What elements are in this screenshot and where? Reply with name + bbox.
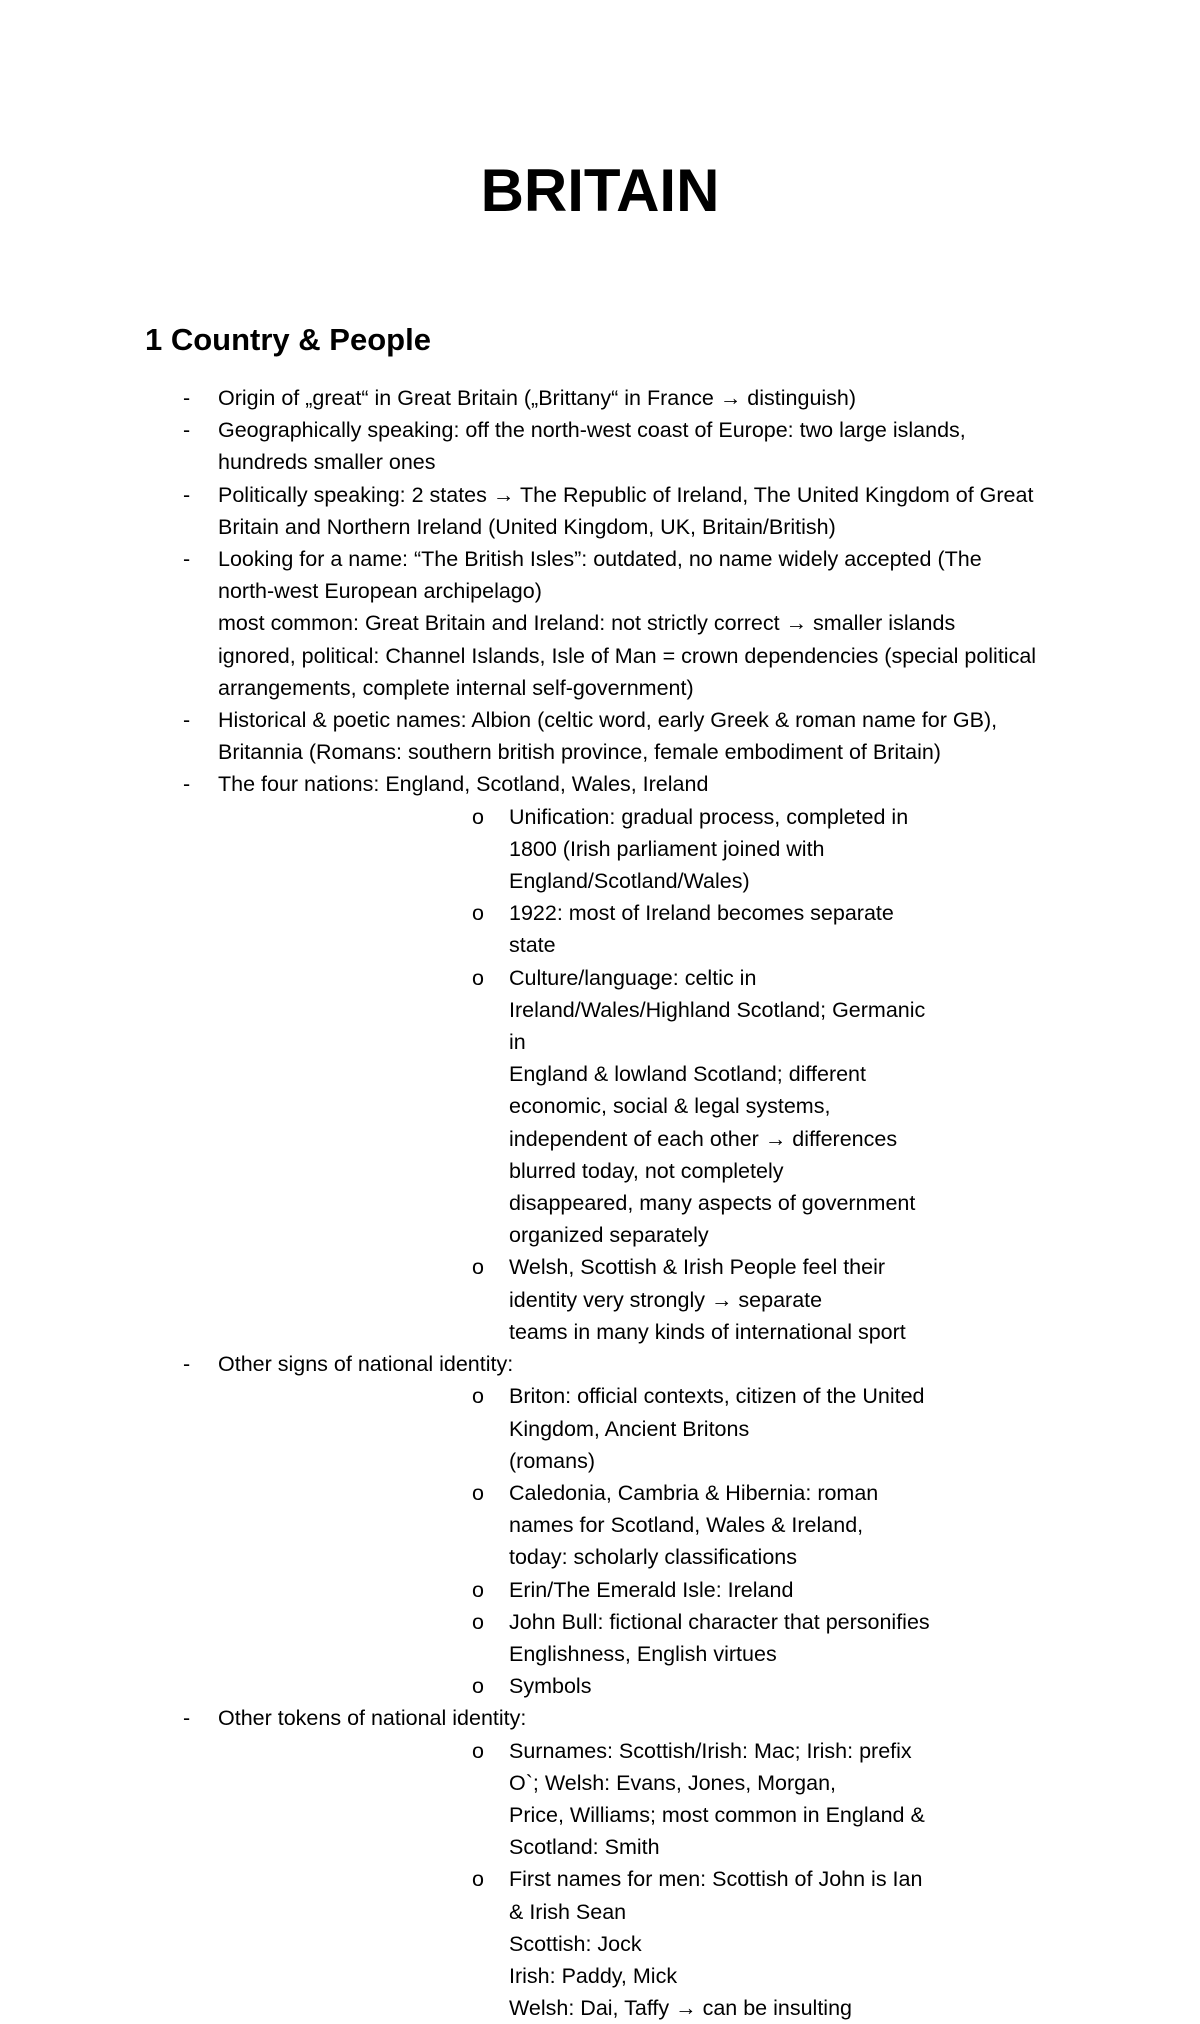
list-item xyxy=(0,1702,1200,2024)
sub-list-item-text: England & lowland Scotland; different economic, social & legal systems, xyxy=(509,1062,866,1119)
sub-list-item-text: Price, Williams; most common in England & Scotland: Smith xyxy=(509,1802,925,1860)
section-heading: 1 Country & People xyxy=(145,322,431,357)
sub-list-item-text: England/Scotland/Wales) xyxy=(509,869,750,894)
dash-bullet: - xyxy=(183,772,191,797)
list-item-text: The four nations: England, Scotland, Wales, Ireland xyxy=(218,772,709,797)
sub-list-item-text: Unification: gradual process, completed in 1800 (Irish parliament joined with xyxy=(509,804,909,861)
list-item xyxy=(0,382,1200,414)
sub-list-item xyxy=(218,1606,1065,1670)
list-item-text: hundreds smaller ones xyxy=(218,450,436,475)
circle-bullet: o xyxy=(472,965,484,990)
list-item-text: Historical & poetic names: Albion (celtic word, early Greek & roman name for GB), xyxy=(218,708,998,733)
list-item-text: arrangements, complete internal self-government) xyxy=(218,675,694,700)
bullet-list xyxy=(0,382,1200,2024)
sub-list-item-text: 1922: most of Ireland becomes separate state xyxy=(509,901,894,958)
sub-list-item xyxy=(218,1574,1065,1606)
dash-bullet: - xyxy=(183,1352,191,1377)
sub-list-item-text: teams in many kinds of international sport xyxy=(509,1319,906,1344)
sub-list-item xyxy=(218,801,1065,898)
sub-list-item xyxy=(218,1380,1065,1477)
sub-list-item xyxy=(218,1863,1065,2024)
list-item xyxy=(0,768,1200,1348)
sub-list-item-text: disappeared, many aspects of government organized separately xyxy=(509,1191,916,1248)
dash-bullet: - xyxy=(183,547,191,572)
list-item-text: ignored, political: Channel Islands, Isle of Man = crown dependencies (special political xyxy=(218,643,1037,668)
dash-bullet: - xyxy=(183,708,191,733)
sub-list-item-text: Caledonia, Cambria & Hibernia: roman names for Scotland, Wales & Ireland, xyxy=(509,1480,879,1538)
list-item xyxy=(0,479,1200,543)
circle-bullet: o xyxy=(472,1384,484,1409)
sub-list-item xyxy=(218,1477,1065,1574)
list-item xyxy=(0,1348,1200,1702)
sub-list-item-text: Scottish: Jock xyxy=(509,1931,642,1956)
sub-list-item-text: Symbols xyxy=(509,1674,592,1699)
sub-list-item xyxy=(218,1251,1065,1348)
list-item-text: Politically speaking: 2 states → The Republic of Ireland, The United Kingdom of Great xyxy=(218,482,1034,507)
list-item-text: Britain and Northern Ireland (United Kingdom, UK, Britain/British) xyxy=(218,514,836,539)
circle-bullet: o xyxy=(472,1867,484,1892)
sub-list-item-text: (romans) xyxy=(509,1448,596,1473)
circle-bullet: o xyxy=(472,1609,484,1634)
dash-bullet: - xyxy=(183,482,191,507)
sub-list-item-text: Culture/language: celtic in Ireland/Wales/Highland Scotland; Germanic in xyxy=(509,965,926,1055)
dash-bullet: - xyxy=(183,418,191,443)
sub-list xyxy=(218,1735,1065,2024)
list-item-text: north-west European archipelago) xyxy=(218,579,542,604)
dash-bullet: - xyxy=(183,386,191,410)
sub-list-item xyxy=(218,897,1065,961)
list-item-text: Geographically speaking: off the north-west coast of Europe: two large islands, xyxy=(218,418,966,443)
sub-list-item-text: John Bull: fictional character that personifies Englishness, English virtues xyxy=(509,1609,930,1666)
circle-bullet: o xyxy=(472,1674,484,1699)
sub-list-item-text: Surnames: Scottish/Irish: Mac; Irish: prefix O`; Welsh: Evans, Jones, Morgan, xyxy=(509,1738,912,1795)
sub-list xyxy=(218,1380,1065,1702)
circle-bullet: o xyxy=(472,901,484,926)
sub-list-item-text: today: scholarly classifications xyxy=(509,1545,797,1570)
circle-bullet: o xyxy=(472,1255,484,1280)
dash-bullet: - xyxy=(183,1706,191,1731)
circle-bullet: o xyxy=(472,804,484,829)
sub-list-item xyxy=(218,962,1065,1252)
sub-list-item-text: First names for men: Scottish of John is Ian & Irish Sean xyxy=(509,1867,923,1924)
sub-list-item-text: Erin/The Emerald Isle: Ireland xyxy=(509,1577,794,1602)
sub-list-item-text: Briton: official contexts, citizen of the United Kingdom, Ancient Britons xyxy=(509,1384,925,1441)
sub-list xyxy=(218,801,1065,1348)
list-item-text: Britannia (Romans: southern british province, female embodiment of Britain) xyxy=(218,740,941,765)
circle-bullet: o xyxy=(472,1577,484,1602)
sub-list-item-text: Welsh, Scottish & Irish People feel their identity very strongly → separate xyxy=(509,1255,886,1312)
list-item xyxy=(0,543,1200,704)
list-item-text: Origin of „great“ in Great Britain („Brittany“ in France → distinguish) xyxy=(218,386,857,410)
list-item-text: most common: Great Britain and Ireland: not strictly correct → smaller islands xyxy=(218,611,956,636)
list-item-text: Looking for a name: “The British Isles”: outdated, no name widely accepted (The xyxy=(218,547,982,572)
sub-list-item-text: Irish: Paddy, Mick xyxy=(509,1963,678,1988)
list-item xyxy=(0,704,1200,768)
sub-list-item-text: independent of each other → differences blurred today, not completely xyxy=(509,1126,898,1183)
list-item-text: Other tokens of national identity: xyxy=(218,1706,527,1731)
sub-list-item xyxy=(218,1735,1065,1864)
document-title: BRITAIN xyxy=(480,157,720,224)
circle-bullet: o xyxy=(472,1480,484,1505)
list-item xyxy=(0,414,1200,478)
sub-list-item-text: Welsh: Dai, Taffy → can be insulting xyxy=(509,1996,852,2021)
sub-list-item xyxy=(218,1670,1065,1702)
circle-bullet: o xyxy=(472,1738,484,1763)
list-item-text: Other signs of national identity: xyxy=(218,1352,514,1377)
